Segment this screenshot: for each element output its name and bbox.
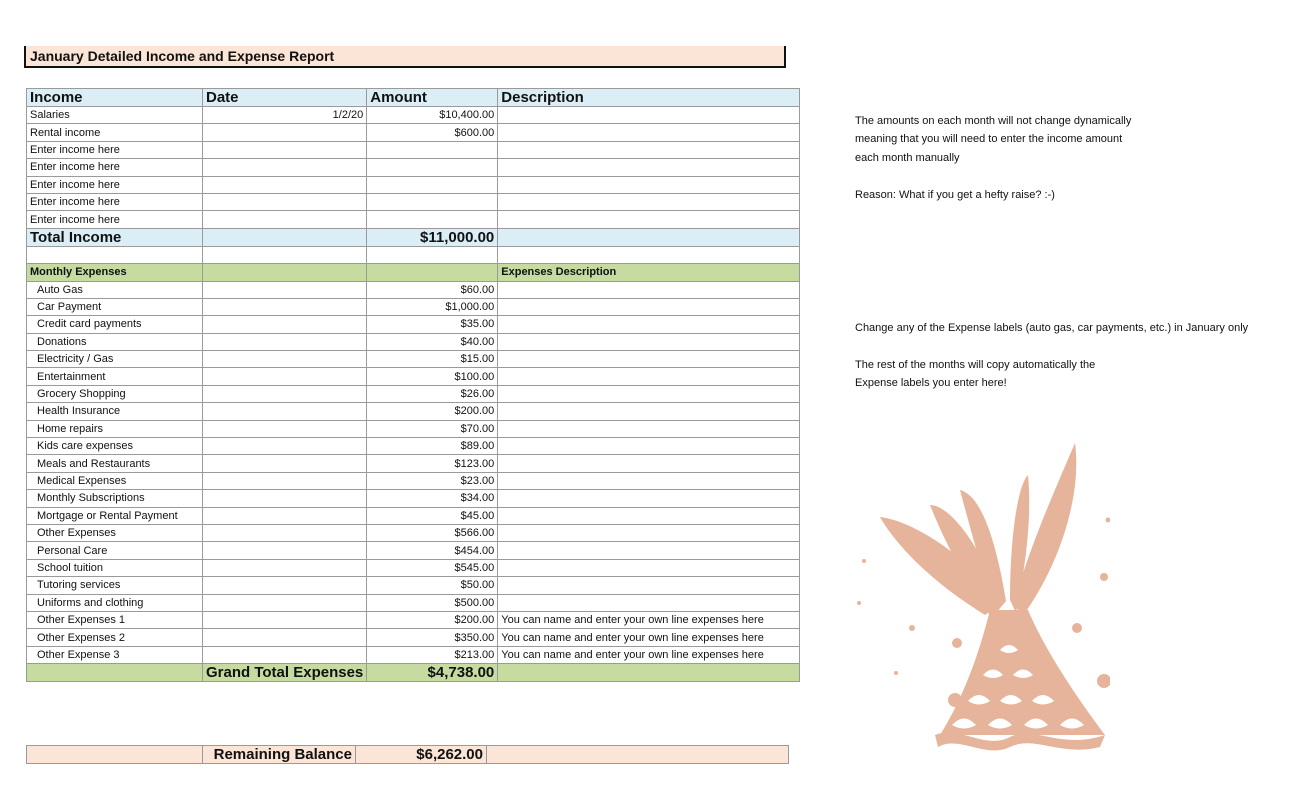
expense-amount-cell[interactable]: $45.00	[367, 507, 498, 524]
expense-amount-cell[interactable]: $545.00	[367, 559, 498, 576]
income-date-cell[interactable]	[203, 193, 367, 210]
expense-description-cell[interactable]: You can name and enter your own line expenses here	[498, 611, 800, 628]
expenses-amount-header[interactable]	[367, 264, 498, 281]
expense-amount-cell[interactable]: $100.00	[367, 368, 498, 385]
income-row	[27, 124, 800, 141]
expense-date-cell[interactable]	[203, 542, 367, 559]
expense-amount-cell[interactable]: $454.00	[367, 542, 498, 559]
expense-label-cell[interactable]: Mortgage or Rental Payment	[27, 507, 203, 524]
expense-description-cell[interactable]	[498, 455, 800, 472]
expense-date-cell[interactable]	[203, 316, 367, 333]
expense-row	[27, 542, 800, 559]
income-description-cell[interactable]	[498, 141, 800, 158]
expense-date-cell[interactable]	[203, 333, 367, 350]
expense-label-cell[interactable]: Credit card payments	[27, 316, 203, 333]
income-description-cell[interactable]	[498, 159, 800, 176]
expense-label-cell[interactable]: Tutoring services	[27, 577, 203, 594]
note-line: meaning that you will need to enter the income amount	[855, 133, 1123, 146]
expense-label-cell[interactable]: Personal Care	[27, 542, 203, 559]
note-line	[855, 337, 1248, 355]
income-description-cell[interactable]	[498, 176, 800, 193]
expense-date-cell[interactable]	[203, 559, 367, 576]
total-income-amount[interactable]: $11,000.00	[367, 228, 498, 246]
expense-row	[27, 524, 800, 541]
expense-description-cell[interactable]	[498, 351, 800, 368]
expense-label-cell[interactable]: Auto Gas	[27, 281, 203, 298]
note-line: Change any of the Expense labels (auto gas, car payments, etc.) in January only	[855, 322, 1249, 334]
income-label-cell[interactable]: Rental income	[27, 124, 203, 141]
expenses-header-row	[27, 264, 800, 281]
income-amount-cell[interactable]	[367, 141, 498, 158]
expense-description-cell[interactable]	[498, 524, 800, 541]
expense-date-cell[interactable]	[203, 629, 367, 646]
income-label-cell[interactable]: Enter income here	[27, 141, 203, 158]
expense-amount-cell[interactable]: $35.00	[367, 316, 498, 333]
expense-row	[27, 611, 800, 628]
expense-amount-cell[interactable]: $350.00	[367, 629, 498, 646]
remaining-balance-amount[interactable]: $6,262.00	[356, 746, 487, 764]
balance-description-cell[interactable]	[487, 746, 789, 764]
expense-date-cell[interactable]	[203, 351, 367, 368]
expense-description-cell[interactable]	[498, 594, 800, 611]
income-header-row	[27, 89, 800, 107]
grand-total-amount[interactable]: $4,738.00	[367, 664, 498, 682]
income-date-cell[interactable]: 1/2/20	[203, 107, 367, 124]
grand-total-label: Grand Total Expenses	[203, 664, 367, 682]
note-line: each month manually	[855, 151, 960, 164]
expense-row	[27, 368, 800, 385]
expense-label-cell[interactable]: Meals and Restaurants	[27, 455, 203, 472]
expense-label-cell[interactable]: Monthly Subscriptions	[27, 490, 203, 507]
expense-label-cell[interactable]: Electricity / Gas	[27, 351, 203, 368]
grand-total-empty-cell[interactable]	[27, 664, 203, 682]
expense-date-cell[interactable]	[203, 403, 367, 420]
income-row	[27, 159, 800, 176]
note-line: Expense labels you enter here!	[855, 377, 1007, 390]
income-amount-cell[interactable]: $10,400.00	[367, 107, 498, 124]
expense-amount-cell[interactable]: $89.00	[367, 438, 498, 455]
note-line: The amounts on each month will not change dynamically	[855, 115, 1132, 127]
expense-row	[27, 646, 800, 663]
income-amount-cell[interactable]: $600.00	[367, 124, 498, 141]
expense-amount-cell[interactable]: $200.00	[367, 403, 498, 420]
expense-row	[27, 507, 800, 524]
expense-description-cell[interactable]	[498, 542, 800, 559]
income-date-cell[interactable]	[203, 176, 367, 193]
income-row	[27, 193, 800, 210]
expense-amount-cell[interactable]: $500.00	[367, 594, 498, 611]
income-row	[27, 141, 800, 158]
expense-label-cell[interactable]: Other Expenses	[27, 524, 203, 541]
spacer-cell[interactable]	[498, 246, 800, 263]
expenses-date-header[interactable]	[203, 264, 367, 281]
expense-row	[27, 298, 800, 315]
income-row	[27, 107, 800, 124]
description-column-header: Description	[498, 89, 800, 107]
expense-row	[27, 455, 800, 472]
expense-description-cell[interactable]	[498, 298, 800, 315]
expense-amount-cell[interactable]: $1,000.00	[367, 298, 498, 315]
expense-label-cell[interactable]: Grocery Shopping	[27, 385, 203, 402]
income-row	[27, 176, 800, 193]
income-date-cell[interactable]	[203, 211, 367, 228]
expense-row	[27, 316, 800, 333]
income-label-cell[interactable]: Enter income here	[27, 159, 203, 176]
income-description-cell[interactable]	[498, 107, 800, 124]
mermaid-tail-icon	[850, 435, 1110, 755]
income-description-cell[interactable]	[498, 193, 800, 210]
spacer-row	[27, 246, 800, 263]
expense-label-cell[interactable]: School tuition	[27, 559, 203, 576]
expense-description-cell[interactable]	[498, 333, 800, 350]
expense-amount-cell[interactable]: $15.00	[367, 351, 498, 368]
expense-description-cell[interactable]	[498, 420, 800, 437]
amount-column-header: Amount	[367, 89, 498, 107]
remaining-balance-label: Remaining Balance	[203, 746, 356, 764]
expense-label-cell[interactable]: Uniforms and clothing	[27, 594, 203, 611]
expense-row	[27, 472, 800, 489]
expense-date-cell[interactable]	[203, 455, 367, 472]
expense-description-cell[interactable]	[498, 368, 800, 385]
note-line: Reason: What if you get a hefty raise? :-)	[855, 188, 1055, 201]
expense-row	[27, 420, 800, 437]
expense-label-cell[interactable]: Kids care expenses	[27, 438, 203, 455]
expense-description-cell[interactable]	[498, 577, 800, 594]
expense-date-cell[interactable]	[203, 472, 367, 489]
income-label-cell[interactable]: Enter income here	[27, 193, 203, 210]
grand-total-row	[27, 664, 800, 682]
expense-label-cell[interactable]: Entertainment	[27, 368, 203, 385]
expense-row	[27, 351, 800, 368]
expense-date-cell[interactable]	[203, 577, 367, 594]
income-column-header: Income	[27, 89, 203, 107]
expense-row	[27, 281, 800, 298]
expense-label-cell[interactable]: Other Expenses 1	[27, 611, 203, 628]
expense-amount-cell[interactable]: $70.00	[367, 420, 498, 437]
expenses-description-header: Expenses Description	[498, 264, 800, 281]
expense-date-cell[interactable]	[203, 385, 367, 402]
expense-date-cell[interactable]	[203, 646, 367, 663]
expense-description-cell[interactable]	[498, 559, 800, 576]
expense-amount-cell[interactable]: $40.00	[367, 333, 498, 350]
expense-date-cell[interactable]	[203, 507, 367, 524]
expense-date-cell[interactable]	[203, 281, 367, 298]
spacer-cell[interactable]	[203, 246, 367, 263]
expense-description-cell[interactable]	[498, 507, 800, 524]
expense-date-cell[interactable]	[203, 611, 367, 628]
expense-description-cell[interactable]	[498, 472, 800, 489]
expense-amount-cell[interactable]: $200.00	[367, 611, 498, 628]
expense-date-cell[interactable]	[203, 368, 367, 385]
expense-row	[27, 594, 800, 611]
expense-amount-cell[interactable]: $50.00	[367, 577, 498, 594]
income-label-cell[interactable]: Salaries	[27, 107, 203, 124]
expense-label-cell[interactable]: Health Insurance	[27, 403, 203, 420]
report-title: January Detailed Income and Expense Report	[24, 46, 786, 68]
income-amount-cell[interactable]	[367, 176, 498, 193]
expense-row	[27, 385, 800, 402]
balance-empty-cell[interactable]	[27, 746, 203, 764]
expense-amount-cell[interactable]: $23.00	[367, 472, 498, 489]
expense-date-cell[interactable]	[203, 524, 367, 541]
expense-description-cell[interactable]	[498, 438, 800, 455]
expense-date-cell[interactable]	[203, 594, 367, 611]
income-row	[27, 211, 800, 228]
total-income-row	[27, 228, 800, 246]
note-line: The rest of the months will copy automatically the	[855, 358, 1096, 371]
expense-description-cell[interactable]	[498, 490, 800, 507]
expense-row	[27, 333, 800, 350]
expense-amount-cell[interactable]: $60.00	[367, 281, 498, 298]
spacer-cell[interactable]	[367, 246, 498, 263]
expense-description-cell[interactable]	[498, 403, 800, 420]
spacer-cell[interactable]	[27, 246, 203, 263]
income-date-cell[interactable]	[203, 141, 367, 158]
expense-amount-cell[interactable]: $213.00	[367, 646, 498, 663]
total-income-label: Total Income	[27, 228, 203, 246]
expense-date-cell[interactable]	[203, 298, 367, 315]
expense-date-cell[interactable]	[203, 420, 367, 437]
expense-row	[27, 438, 800, 455]
remaining-balance-row	[27, 746, 789, 764]
expense-label-cell[interactable]: Other Expense 3	[27, 646, 203, 663]
expense-row	[27, 629, 800, 646]
expense-label-cell[interactable]: Home repairs	[27, 420, 203, 437]
expense-row	[27, 403, 800, 420]
income-description-cell[interactable]	[498, 124, 800, 141]
income-amount-cell[interactable]	[367, 159, 498, 176]
total-income-date-cell[interactable]	[203, 228, 367, 246]
balance-table	[26, 745, 789, 764]
expense-note	[855, 319, 1248, 393]
date-column-header: Date	[203, 89, 367, 107]
expense-amount-cell[interactable]: $123.00	[367, 455, 498, 472]
expense-label-cell[interactable]: Medical Expenses	[27, 472, 203, 489]
expense-label-cell[interactable]: Car Payment	[27, 298, 203, 315]
income-description-cell[interactable]	[498, 211, 800, 228]
income-date-cell[interactable]	[203, 124, 367, 141]
expense-description-cell[interactable]	[498, 385, 800, 402]
expense-row	[27, 490, 800, 507]
monthly-expenses-header: Monthly Expenses	[27, 264, 203, 281]
income-amount-cell[interactable]	[367, 193, 498, 210]
expense-amount-cell[interactable]: $26.00	[367, 385, 498, 402]
expense-description-cell[interactable]: You can name and enter your own line expenses here	[498, 629, 800, 646]
expense-amount-cell[interactable]: $34.00	[367, 490, 498, 507]
expense-description-cell[interactable]: You can name and enter your own line expenses here	[498, 646, 800, 663]
expense-label-cell[interactable]: Other Expenses 2	[27, 629, 203, 646]
grand-total-description-cell[interactable]	[498, 664, 800, 682]
expense-date-cell[interactable]	[203, 490, 367, 507]
expense-description-cell[interactable]	[498, 281, 800, 298]
expense-date-cell[interactable]	[203, 438, 367, 455]
income-amount-cell[interactable]	[367, 211, 498, 228]
expense-row	[27, 577, 800, 594]
total-income-description-cell[interactable]	[498, 228, 800, 246]
report-table	[26, 88, 800, 682]
income-label-cell[interactable]: Enter income here	[27, 176, 203, 193]
income-date-cell[interactable]	[203, 159, 367, 176]
expense-description-cell[interactable]	[498, 316, 800, 333]
expense-amount-cell[interactable]: $566.00	[367, 524, 498, 541]
income-note	[855, 112, 1131, 204]
note-line	[855, 167, 1131, 185]
expense-label-cell[interactable]: Donations	[27, 333, 203, 350]
expense-row	[27, 559, 800, 576]
income-label-cell[interactable]: Enter income here	[27, 211, 203, 228]
